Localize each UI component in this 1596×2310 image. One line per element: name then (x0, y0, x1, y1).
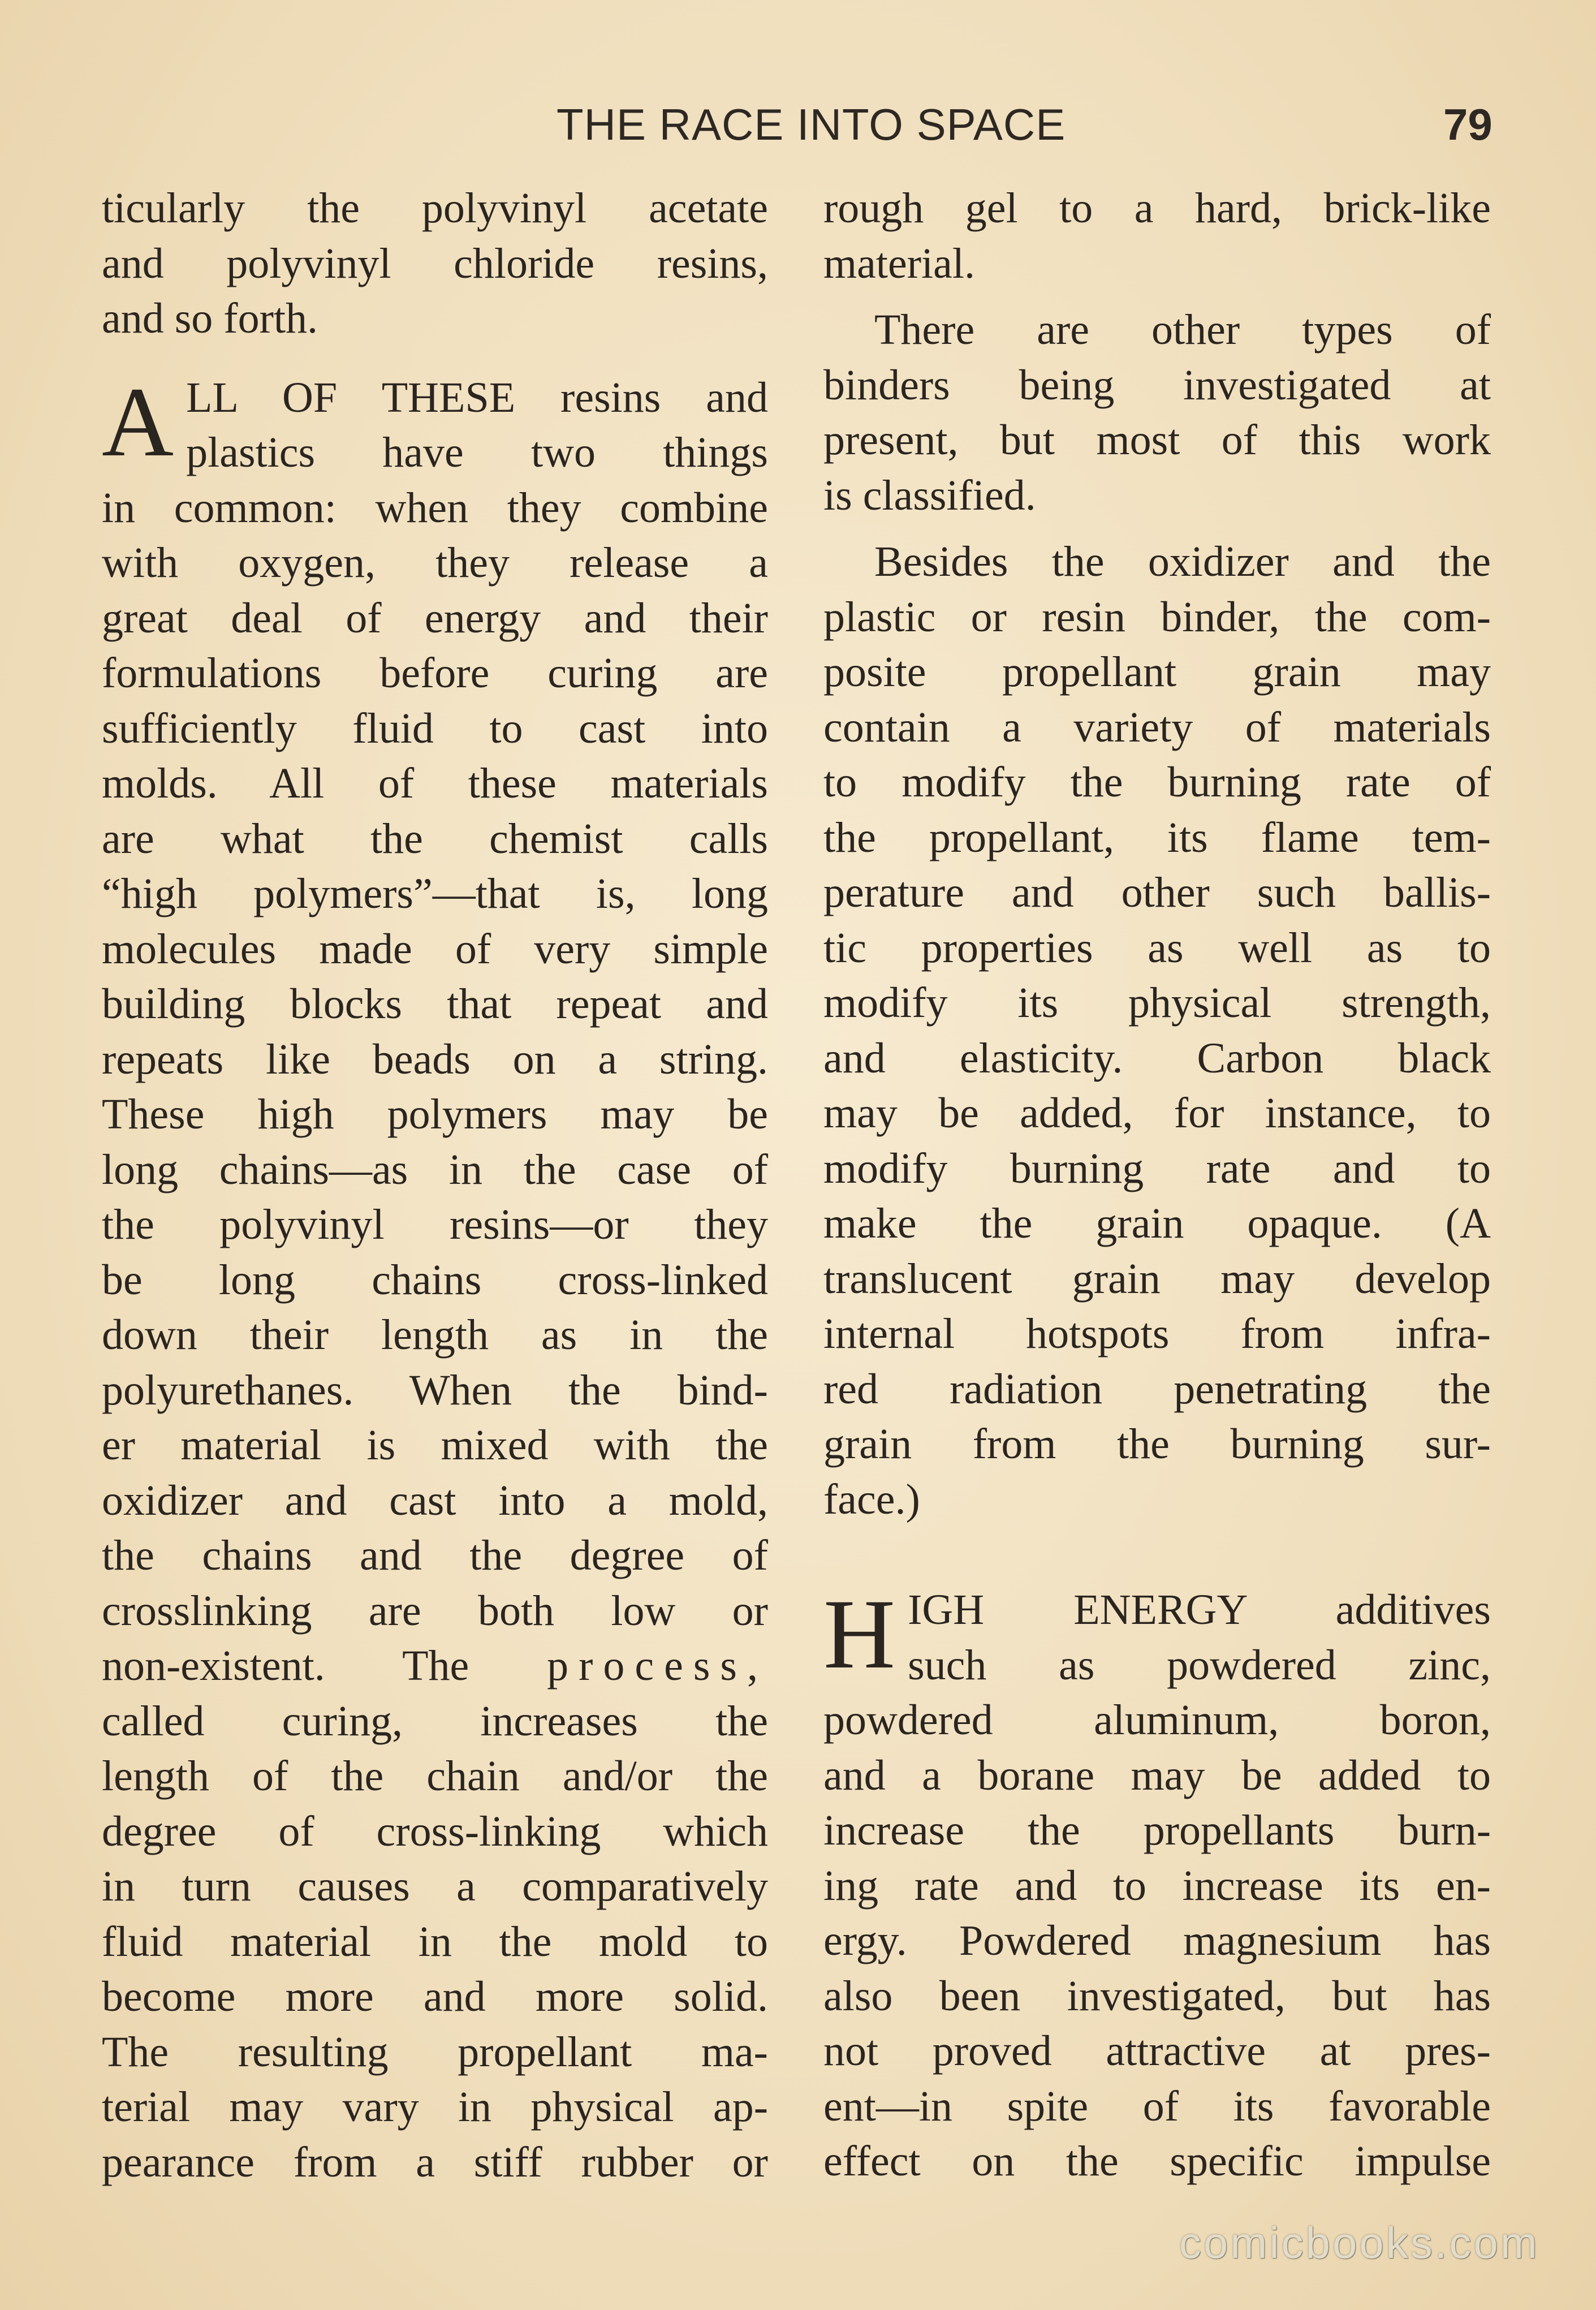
text-line: and so forth. (102, 295, 318, 342)
text-line: plastic or resin binder, the com- (823, 593, 1491, 641)
text-line: binders being investigated at (823, 361, 1491, 409)
text-line: ergy. Powdered magnesium has (823, 1917, 1491, 1964)
text-line: tic properties as well as to (823, 924, 1491, 972)
text-line: present, but most of this work (823, 416, 1491, 464)
text-line: oxidizer and cast into a mold, (102, 1476, 768, 1524)
text-line: and polyvinyl chloride resins, (102, 239, 768, 287)
text-line: LL OF THESE resins and (186, 373, 768, 421)
paragraph (102, 181, 768, 347)
text-line: translucent grain may develop (823, 1255, 1491, 1303)
text-line: modify burning rate and to (823, 1144, 1491, 1192)
paragraph (823, 181, 1491, 291)
text-line: ing rate and to increase its en- (823, 1861, 1491, 1910)
text-line: is classified. (823, 471, 1036, 519)
spaced-word: process, (547, 1642, 769, 1690)
running-header-title: THE RACE INTO SPACE (557, 100, 1066, 149)
text-line: repeats like beads on a string. (102, 1035, 768, 1083)
paragraph (823, 1579, 1491, 2190)
text-line (102, 1639, 768, 1694)
text-line: modify its physical strength, (823, 979, 1491, 1027)
text-line: ticularly the polyvinyl acetate (102, 184, 768, 232)
text-line: also been investigated, but has (823, 1972, 1491, 2020)
right-column (823, 181, 1491, 2190)
text-line: to modify the burning rate of (823, 758, 1491, 806)
text-line: in turn causes a comparatively (102, 1863, 768, 1910)
site-watermark: comicbooks.com (1179, 2218, 1539, 2268)
text-line: “high polymers”—that is, long (102, 870, 768, 917)
text-line: er material is mixed with the (102, 1421, 768, 1469)
text-line: not proved attractive at pres- (823, 2027, 1491, 2075)
text-line: with oxygen, they release a (102, 539, 768, 587)
text-line: red radiation penetrating the (823, 1365, 1491, 1413)
text-line: polyurethanes. When the bind- (102, 1366, 768, 1414)
text-line: ent—in spite of its favorable (823, 2082, 1491, 2130)
text-line: contain a variety of materials (823, 703, 1491, 751)
text-line: molds. All of these materials (102, 760, 768, 807)
text-line: make the grain opaque. (A (823, 1200, 1491, 1247)
text-line: great deal of energy and their (102, 594, 768, 642)
text-line: the propellant, its flame tem- (823, 813, 1491, 861)
text-line: perature and other such ballis- (823, 869, 1491, 916)
text-line: formulations before curing are (102, 649, 768, 697)
text-line: molecules made of very simple (102, 925, 768, 973)
text-line: the chains and the degree of (102, 1532, 768, 1579)
text-line: effect on the specific impulse (823, 2137, 1491, 2185)
text-line: sufficiently fluid to cast into (102, 704, 768, 752)
text-line: Besides the oxidizer and the (874, 538, 1491, 585)
text-line: in common: when they combine (102, 484, 768, 532)
text-line: down their length as in the (102, 1311, 768, 1359)
text-line: IGH ENERGY additives (908, 1586, 1491, 1634)
paragraph (823, 303, 1491, 523)
text-line: internal hotspots from infra- (823, 1310, 1491, 1357)
text-line: rough gel to a hard, brick-like (823, 184, 1491, 232)
text-line: plastics have two things (186, 429, 768, 476)
text-line: These high polymers may be (102, 1091, 768, 1138)
text-line: and a borane may be added to (823, 1751, 1491, 1799)
drop-cap: H (823, 1579, 896, 1690)
text-fragment: non-existent. The (102, 1642, 469, 1690)
text-line: may be added, for instance, to (823, 1089, 1491, 1137)
text-line: are what the chemist calls (102, 814, 768, 863)
drop-cap: A (102, 367, 174, 477)
text-line: There are other types of (874, 306, 1491, 354)
text-line: be long chains cross-linked (102, 1256, 768, 1304)
text-line: The resulting propellant ma- (102, 2028, 768, 2076)
text-line: called curing, increases the (102, 1697, 768, 1745)
text-line: pearance from a stiff rubber or (102, 2138, 768, 2186)
text-line: grain from the burning sur- (823, 1420, 1491, 1468)
text-line: terial may vary in physical ap- (102, 2083, 768, 2131)
text-line: length of the chain and/or the (102, 1752, 768, 1800)
text-line: become more and more solid. (102, 1973, 768, 2020)
text-line: fluid material in the mold to (102, 1917, 768, 1966)
text-line: posite propellant grain may (823, 648, 1491, 696)
text-line: crosslinking are both low or (102, 1587, 768, 1635)
text-line: such as powdered zinc, (908, 1641, 1491, 1689)
page-number: 79 (1443, 100, 1493, 149)
text-line: building blocks that repeat and (102, 980, 768, 1028)
text-line: the polyvinyl resins—or they (102, 1201, 768, 1248)
paragraph (823, 535, 1491, 1527)
text-line: increase the propellants burn- (823, 1807, 1491, 1854)
text-line: powdered aluminum, boron, (823, 1696, 1491, 1744)
paragraph (102, 367, 769, 2191)
text-line: and elasticity. Carbon black (823, 1034, 1491, 1082)
text-line: long chains—as in the case of (102, 1145, 768, 1193)
text-line: face.) (823, 1475, 920, 1523)
text-line: degree of cross-linking which (102, 1807, 768, 1855)
left-column (102, 181, 768, 2190)
text-line: material. (823, 239, 975, 287)
